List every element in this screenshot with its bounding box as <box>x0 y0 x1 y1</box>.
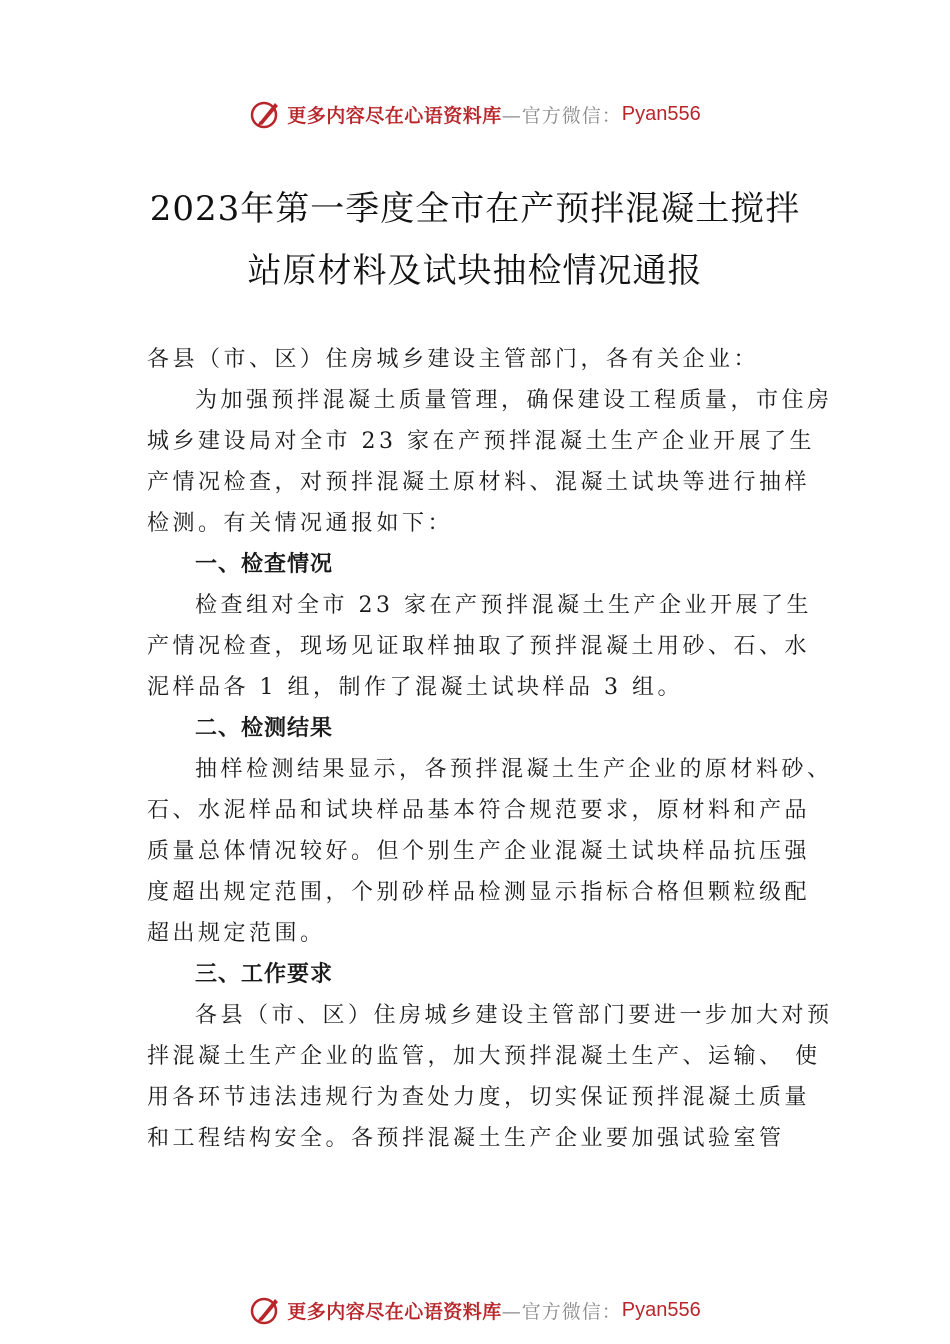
document-title <box>0 178 950 302</box>
banner-site-name: 更多内容尽在心语资料库 <box>287 104 502 127</box>
footer-banner <box>0 1290 950 1330</box>
quill-logo-icon <box>249 97 283 131</box>
title-line-2: 站原材料及试块抽检情况通报 <box>247 251 703 291</box>
section-heading-requirements: 三、工作要求 <box>195 962 334 987</box>
section-heading-results: 二、检测结果 <box>195 716 334 741</box>
banner-site-name: 更多内容尽在心语资料库 <box>287 1300 502 1323</box>
salutation: 各县（市、区）住房城乡建设主管部门，各有关企业： <box>147 347 760 372</box>
document-body <box>147 339 835 1159</box>
intro-paragraph: 为加强预拌混凝土质量管理，确保建设工程质量，市住房城乡建设局对全市 23 家在产预拌混凝土生产企业开展了生产情况检查，对预拌混凝土原材料、混凝土试块等进行抽样检测。有关情况通报如下： <box>147 388 833 536</box>
title-line-1: 2023年第一季度全市在产预拌混凝土搅拌 <box>149 189 801 229</box>
banner-wechat-id: Pyan556 <box>621 1298 701 1321</box>
quill-logo-icon <box>249 1293 283 1327</box>
section-text-results: 抽样检测结果显示，各预拌混凝土生产企业的原材料砂、石、水泥样品和试块样品基本符合规范要求，原材料和产品质量总体情况较好。但个别生产企业混凝土试块样品抗压强度超出规定范围，个别砂样品检测显示指标合格但颗粒级配 超出规定范围。 <box>147 757 833 946</box>
section-heading-inspection: 一、检查情况 <box>195 552 334 577</box>
section-text-inspection: 检查组对全市 23 家在产预拌混凝土生产企业开展了生产情况检查，现场见证取样抽取了预拌混凝土用砂、石、水泥样品各 1 组，制作了混凝土试块样品 3 组。 <box>147 593 812 700</box>
banner-wechat-label: —官方微信： <box>501 104 622 127</box>
banner-wechat-label: —官方微信： <box>501 1300 622 1323</box>
section-text-requirements: 各县（市、区）住房城乡建设主管部门要进一步加大对预拌混凝土生产企业的监管，加大预拌混凝土生产、运输、 使用各环节违法违规行为查处力度，切实保证预拌混凝土质量和工程结构安全。各预拌混凝土生产企业要加强试验室管 <box>147 1003 833 1151</box>
header-banner <box>0 94 950 134</box>
banner-wechat-id: Pyan556 <box>621 102 701 125</box>
